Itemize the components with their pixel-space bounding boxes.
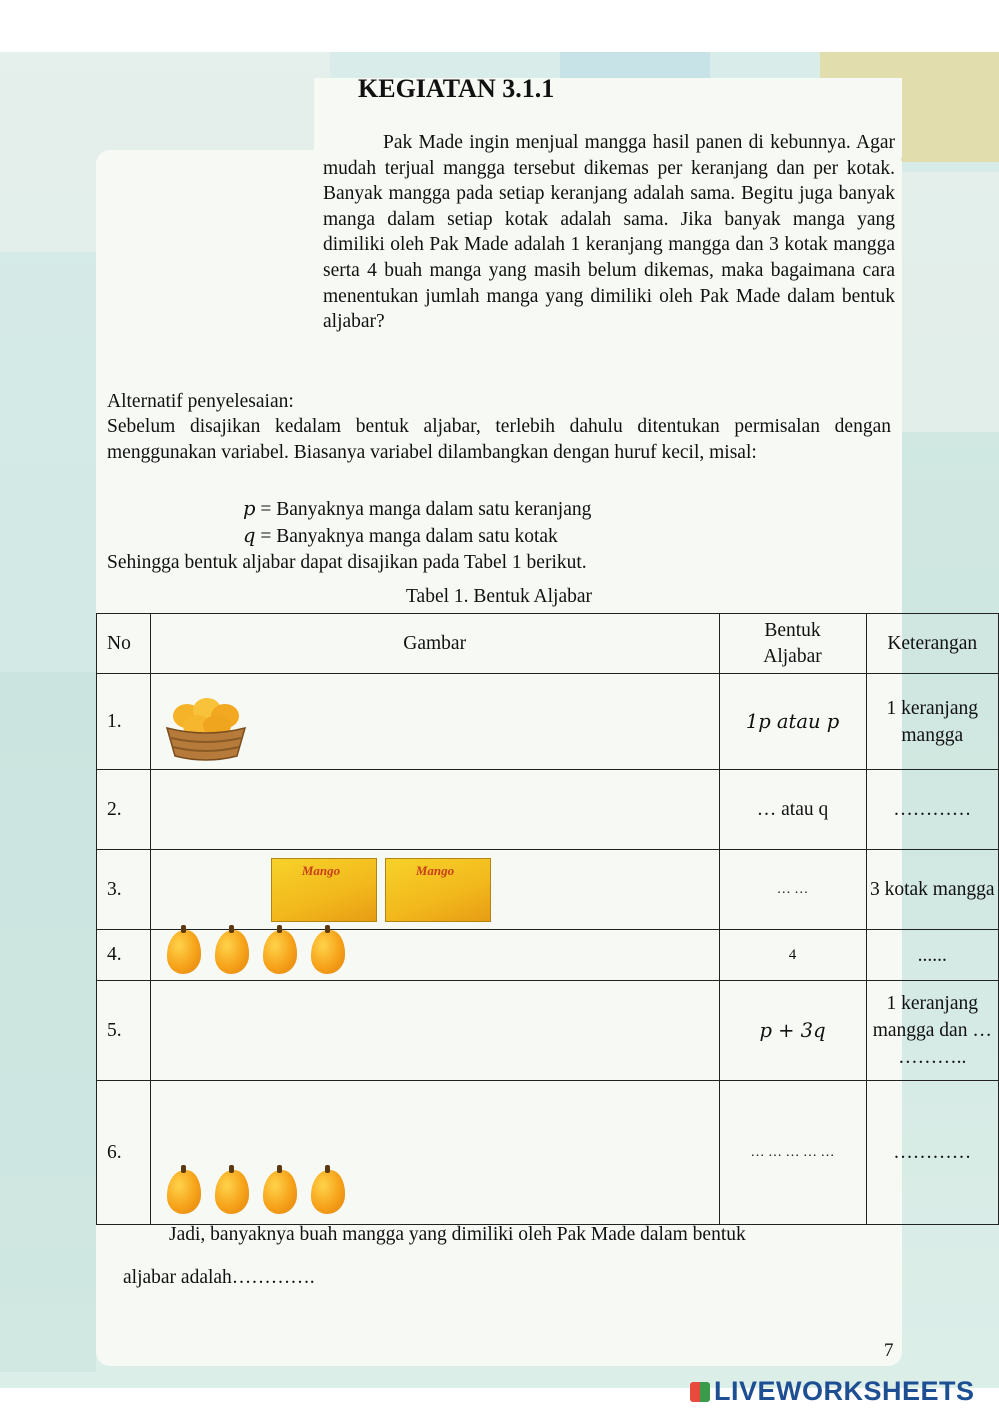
row-keterangan-input[interactable]: ………… [866,770,998,850]
mango-box-label: Mango [415,862,455,878]
alt-heading: Alternatif penyelesaian: [107,391,294,412]
mango-image [311,1170,345,1214]
bg-block [900,172,999,432]
row-gambar [150,850,719,930]
var-p-line [243,496,591,523]
row-aljabar: p + 3q [719,981,866,1081]
row-no: 5. [97,981,151,1081]
row-aljabar[interactable]: 1p atau p [719,674,866,770]
page-number: 7 [884,1340,894,1361]
row-aljabar-input[interactable]: … atau q [719,770,866,850]
conclusion-line-1: Jadi, banyaknya buah mangga yang dimiliki oleh Pak Made dalam bentuk [169,1224,746,1245]
row-no: 6. [97,1081,151,1225]
row-keterangan-input[interactable]: ...... [866,930,998,981]
row-aljabar-input[interactable]: … … … … … [719,1081,866,1225]
table-row [97,674,999,770]
mango-box-label: Mango [301,862,341,878]
table-caption: Tabel 1. Bentuk Aljabar [406,586,593,607]
header-gambar: Gambar [150,614,719,674]
intro-paragraph: Pak Made ingin menjual mangga hasil panen di kebunnya. Agar mudah terjual mangga tersebut dikemas per keranjang dan per kotak. Banyak mangga pada setiap keranjang adalah sama. Begitu juga banyak manga dalam setiap kotak adalah sama. Jika banyak manga yang dimiliki oleh Pak Made adalah 1 keranjang mangga dan 3 kotak mangga serta 4 buah manga yang masih belum dikemas, maka bagaimana cara menentukan jumlah manga yang dimiliki oleh Pak Made dalam bentuk aljabar? [323,132,895,333]
header-bentuk [719,614,866,674]
mango-image [167,1170,201,1214]
var-q-text: = Banyaknya manga dalam satu kotak [255,526,558,547]
algebra-table [96,613,999,1225]
brand-text: LIVEWORKSHEETS [714,1376,975,1406]
row-keterangan-input[interactable]: ………… [866,1081,998,1225]
var-q-symbol: q [243,524,256,547]
row-keterangan-input[interactable]: 1 keranjang mangga dan … ……….. [866,981,998,1081]
var-q-line [243,523,558,550]
mango-image [263,1170,297,1214]
table-row [97,850,999,930]
row-aljabar-input[interactable]: … … [719,850,866,930]
row-no: 3. [97,850,151,930]
row-gambar [150,981,719,1081]
row-no: 4. [97,930,151,981]
table-row [97,770,999,850]
row-gambar [150,674,719,770]
row-keterangan: 1 keranjang mangga [866,674,998,770]
mango-image [215,1170,249,1214]
mango-image [167,930,201,974]
mango-box-image [271,858,377,922]
mango-image [215,930,249,974]
var-p-text: = Banyaknya manga dalam satu keranjang [255,499,592,520]
mango-basket-image [163,686,249,762]
header-no: No [97,614,151,674]
row-gambar [150,1081,719,1225]
row-keterangan: 3 kotak mangga [866,850,998,930]
row-aljabar: 4 [719,930,866,981]
var-p-symbol: p [243,497,256,520]
table-header-row [97,614,999,674]
alt-body: Sebelum disajikan kedalam bentuk aljabar, terlebih dahulu ditentukan permisalan dengan menggunakan variabel. Biasanya variabel dilambangkan dengan huruf kecil, misal: [107,416,891,463]
table-row [97,981,999,1081]
mango-box-image [385,858,491,922]
bg-block [0,672,96,1372]
liveworksheets-logo-icon [690,1382,710,1402]
row-gambar [150,930,719,981]
table-row [97,1081,999,1225]
page-title: KEGIATAN 3.1.1 [358,74,555,103]
sehingga-text: Sehingga bentuk aljabar dapat disajikan pada Tabel 1 berikut. [107,552,587,573]
header-keterangan: Keterangan [866,614,998,674]
row-no: 2. [97,770,151,850]
mango-image [263,930,297,974]
row-no: 1. [97,674,151,770]
liveworksheets-brand[interactable] [690,1376,975,1407]
table-row [97,930,999,981]
mango-image [311,930,345,974]
conclusion-line-2[interactable]: aljabar adalah…………. [123,1267,315,1288]
row-gambar [150,770,719,850]
header-bentuk-text: Bentuk Aljabar [763,619,822,667]
bg-block [0,252,96,672]
